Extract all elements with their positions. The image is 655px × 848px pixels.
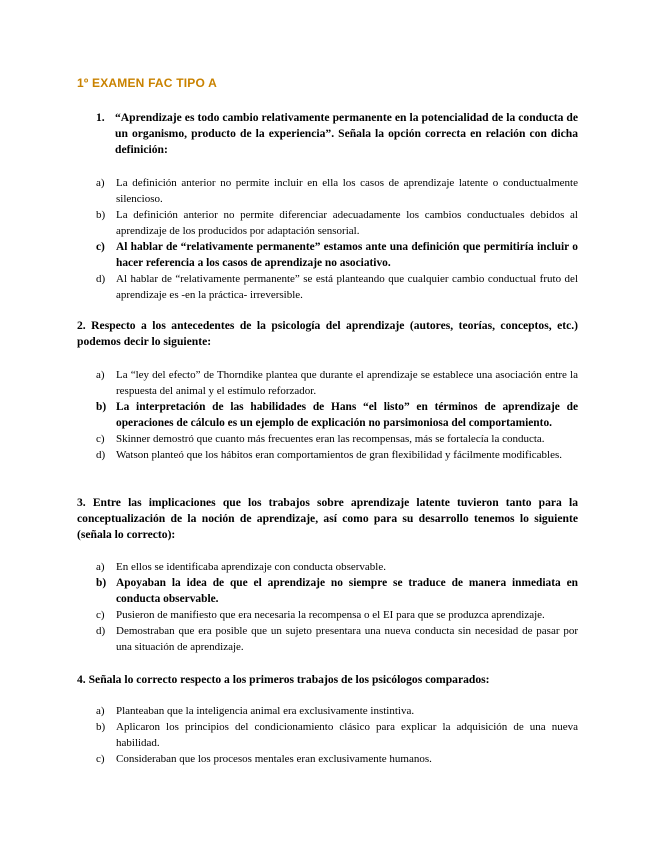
- option-c: [96, 431, 578, 447]
- option-b-correct: [96, 575, 578, 607]
- option-letter: a): [96, 705, 105, 717]
- option-text: La definición anterior no permite incluir en ella los casos de aprendizaje latente o conductualmente silencioso.: [116, 177, 578, 205]
- option-d: [96, 271, 578, 303]
- question-text: Entre las implicaciones que los trabajos sobre aprendizaje latente tuvieron tanto para la conceptualización de la noción de aprendizaje, así como para su desarrollo tenemos lo siguiente (señala lo correcto):: [77, 496, 578, 541]
- option-letter: b): [96, 577, 107, 589]
- option-text: Planteaban que la inteligencia animal era exclusivamente instintiva.: [116, 705, 415, 717]
- option-letter: c): [96, 241, 105, 253]
- option-letter: b): [96, 721, 106, 733]
- question-text: Señala lo correcto respecto a los primeros trabajos de los psicólogos comparados:: [88, 673, 490, 686]
- option-text: Al hablar de “relativamente permanente” estamos ante una definición que permitiría incluir o hacer referencia a los casos de aprendizaje no asociativo.: [116, 241, 578, 269]
- option-letter: d): [96, 625, 106, 637]
- option-a: [96, 367, 578, 399]
- option-letter: d): [96, 273, 106, 285]
- option-letter: a): [96, 177, 105, 189]
- option-text: Demostraban que era posible que un sujeto presentara una nueva conducta sin necesidad de pasar por una situación de aprendizaje.: [116, 625, 578, 653]
- question-1-options: [96, 175, 578, 303]
- option-b: [96, 207, 578, 239]
- option-letter: b): [96, 209, 106, 221]
- option-c: [96, 607, 578, 623]
- question-number: 4.: [77, 673, 86, 686]
- option-letter: c): [96, 433, 105, 445]
- option-letter: b): [96, 401, 107, 413]
- question-text: Respecto a los antecedentes de la psicología del aprendizaje (autores, teorías, conceptos, etc.) podemos decir lo siguiente:: [77, 319, 578, 348]
- question-1: [96, 110, 578, 158]
- option-text: La “ley del efecto” de Thorndike plantea que durante el aprendizaje se establece una asociación entre la respuesta del animal y el estímulo reforzador.: [116, 369, 578, 397]
- option-c-correct: [96, 239, 578, 271]
- option-letter: a): [96, 561, 105, 573]
- question-2: [77, 318, 578, 350]
- question-text: “Aprendizaje es todo cambio relativamente permanente en la potencialidad de la conducta de un organismo, producto de la experiencia”. Señala la opción correcta en relación con dicha definición:: [115, 111, 578, 156]
- option-b: [96, 719, 578, 751]
- option-text: Consideraban que los procesos mentales eran exclusivamente humanos.: [116, 753, 432, 765]
- option-c: [96, 751, 578, 767]
- question-3-options: [96, 559, 578, 655]
- question-2-options: [96, 367, 578, 463]
- option-text: Apoyaban la idea de que el aprendizaje no siempre se traduce de manera inmediata en conducta observable.: [116, 577, 578, 605]
- exam-title: 1º EXAMEN FAC TIPO A: [77, 76, 217, 90]
- option-text: La interpretación de las habilidades de Hans “el listo” en términos de aprendizaje de operaciones de cálculo es un ejemplo de explicación no parsimoniosa del comportamiento.: [116, 401, 578, 429]
- option-a: [96, 703, 578, 719]
- option-text: La definición anterior no permite diferenciar adecuadamente los cambios conductuales debidos al aprendizaje de los producidos por adaptación sensorial.: [116, 209, 578, 237]
- question-number: 1.: [96, 111, 105, 124]
- option-text: Al hablar de “relativamente permanente” se está planteando que cualquier cambio conductual fruto del aprendizaje es -en la práctica- irreversible.: [116, 273, 578, 301]
- option-text: Skinner demostró que cuanto más frecuentes eran las recompensas, más se fortalecía la conducta.: [116, 433, 545, 445]
- question-4: [77, 672, 578, 688]
- option-d: [96, 623, 578, 655]
- option-text: Watson planteó que los hábitos eran comportamientos de gran flexibilidad y fácilmente modificables.: [116, 449, 563, 461]
- option-text: En ellos se identificaba aprendizaje con conducta observable.: [116, 561, 386, 573]
- question-4-options: [96, 703, 578, 767]
- option-b-correct: [96, 399, 578, 431]
- option-letter: c): [96, 609, 105, 621]
- option-letter: a): [96, 369, 105, 381]
- option-d: [96, 447, 578, 463]
- option-text: Pusieron de manifiesto que era necesaria la recompensa o el EI para que se produzca aprendizaje.: [116, 609, 545, 621]
- question-number: 2.: [77, 319, 86, 332]
- question-number: 3.: [77, 496, 86, 509]
- option-letter: d): [96, 449, 106, 461]
- option-text: Aplicaron los principios del condicionamiento clásico para explicar la adquisición de una nueva habilidad.: [116, 721, 578, 749]
- option-a: [96, 559, 578, 575]
- question-3: [77, 495, 578, 543]
- option-letter: c): [96, 753, 105, 765]
- option-a: [96, 175, 578, 207]
